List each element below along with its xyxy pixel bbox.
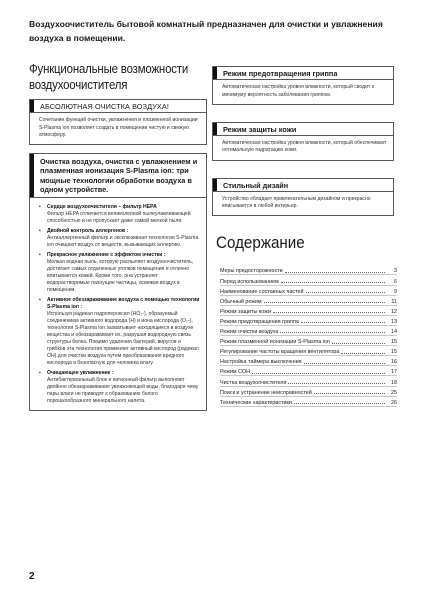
- feature-text: Используя радикал гидропероксил (HO₂-), образуемый соединением активного водорода (H) и иона кислорода (O₂-), технология S-Plasma ion захватывает находящиеся в воздухе вещества и обеззараживает их, разрушая водородную связь структуры белка. Помимо удаления бактерий, вирусов и грибков эта технология применяет активный кислород (радикал OH) для очистки воздуха путем преобразования вредного кислорода в безопасную для человека влагу.: [47, 310, 199, 366]
- design-box: [212, 178, 394, 217]
- absolute-cleaning-title: АБСОЛЮТНАЯ ОЧИСТКА ВОЗДУХА!: [30, 100, 206, 112]
- toc-row[interactable]: [220, 265, 397, 275]
- flu-mode-text: Автоматическая настройка уровня влажности, который сводит к минимуму вероятность заболевания гриппом.: [222, 84, 374, 98]
- feature-title: ▪ Двойной контроль аллергенов :: [47, 227, 129, 234]
- toc-row-label: Режим очистки воздуха: [220, 329, 279, 336]
- design-title: Стильный дизайн: [213, 179, 393, 191]
- skin-mode-text: Автоматическая настройка уровня влажности, который обеспечивает оптимальную гидратацию кожи.: [222, 140, 387, 154]
- toc-row[interactable]: [220, 306, 397, 316]
- toc-row-label: Поиск и устранение неисправностей: [220, 389, 312, 396]
- toc-row-page: 15: [391, 349, 397, 356]
- feature-item-cleaning-humidify: [39, 370, 200, 405]
- toc-row-page: 25: [391, 389, 397, 396]
- toc-row-page: 3: [394, 268, 397, 275]
- feature-item-allergen: [39, 228, 200, 249]
- features-title-line2: воздухоочистителя: [29, 77, 128, 92]
- toc-row[interactable]: [220, 387, 397, 397]
- toc-row-leader: [341, 353, 385, 354]
- features-title: [29, 61, 207, 93]
- toc-row-label: Обычный режим: [220, 298, 262, 305]
- toc-row[interactable]: [220, 316, 397, 326]
- toc-row[interactable]: [220, 366, 397, 376]
- toc-row-page: 26: [391, 399, 397, 406]
- toc-row[interactable]: [220, 346, 397, 356]
- flu-mode-title: Режим предотвращения гриппа: [213, 67, 393, 79]
- toc-row-leader: [294, 403, 385, 404]
- feature-text: Мелкая водная пыль, которую распыляет воздухоочиститель, достигает самых отдаленных уголков помещения и отлично впитывается кожей. Кроме того, она устраняет водорастворимые пахнущие частицы, освежая воздух в помещении.: [47, 258, 194, 293]
- toc-row-leader: [252, 373, 385, 374]
- toc-row-label: Меры предосторожности: [220, 268, 283, 275]
- feature-item-plasma: [39, 297, 200, 367]
- toc-row-page: 13: [391, 318, 397, 325]
- toc-row-label: Перед использованием: [220, 278, 279, 285]
- skin-mode-title: Режим защиты кожи: [213, 123, 393, 135]
- toc-row-label: Режим предотвращения гриппа: [220, 318, 299, 325]
- toc-row-leader: [288, 383, 385, 384]
- toc-row-leader: [264, 302, 385, 303]
- toc-row[interactable]: [220, 356, 397, 366]
- feature-title: ▪ Прекрасное увлажнение с эффектом очистки :: [47, 251, 166, 258]
- toc-row-label: Технические характеристики: [220, 399, 292, 406]
- toc-row[interactable]: [220, 326, 397, 336]
- toc-row-page: 12: [391, 308, 397, 315]
- toc-row[interactable]: [220, 376, 397, 386]
- toc-row-page: 18: [391, 379, 397, 386]
- feature-item-humidify: [39, 252, 200, 294]
- toc-row[interactable]: [220, 275, 397, 285]
- toc-row-label: Режим СОН: [220, 369, 250, 376]
- intro-text: Воздухоочиститель бытовой комнатный предназначен для очистки и увлажнения воздуха в помещении.: [29, 19, 383, 43]
- toc-row[interactable]: [220, 397, 397, 407]
- features-column: [29, 61, 207, 411]
- purification-title: Очистка воздуха, очистка с увлажнением и плазменная ионизация S-Plasma ion: три мощные технологии обработки воздуха в одном устройстве.: [30, 154, 206, 197]
- toc-row[interactable]: [220, 336, 397, 346]
- toc-row-page: 15: [391, 339, 397, 346]
- skin-mode-box: [212, 122, 394, 161]
- toc-row-leader: [332, 343, 385, 344]
- purification-box: [29, 153, 207, 411]
- toc-row-leader: [281, 282, 385, 283]
- toc-title: Содержание: [216, 234, 305, 253]
- toc-row-label: Настройка таймера выключения: [220, 359, 302, 366]
- feature-title: ▪ Очищающее увлажнение :: [47, 369, 114, 376]
- toc-row-leader: [306, 292, 385, 293]
- toc-row[interactable]: [220, 286, 397, 296]
- toc-row-leader: [301, 322, 385, 323]
- toc-row-leader: [314, 393, 385, 394]
- design-text: Устройство обладает привлекательным дизайном и прекрасно вписывается в любой интерьер.: [222, 195, 371, 210]
- toc-row[interactable]: [220, 296, 397, 306]
- toc-row-page: 9: [394, 288, 397, 295]
- flu-mode-box: [212, 66, 394, 105]
- toc-row-page: 6: [394, 278, 397, 285]
- toc-row-label: Чистка воздухоочистителя: [220, 379, 287, 386]
- toc-row-leader: [273, 312, 385, 313]
- feature-title: ▪ Активное обеззараживание воздуха с помощью технологии S-Plasma ion :: [47, 296, 200, 310]
- toc-row-page: 16: [391, 359, 397, 366]
- absolute-cleaning-box: [29, 99, 207, 145]
- page-number: 2: [29, 571, 35, 582]
- right-column: [212, 66, 397, 407]
- feature-text: Антиаллергенный фильтр и эксклюзивная технология S-Plasma ion очищают воздух от веществ, вызывающих аллергию.: [47, 234, 199, 248]
- toc-row-label: Режим защиты кожи: [220, 308, 271, 315]
- toc-row-label: Наименование составных частей: [220, 288, 304, 295]
- toc-row-page: 17: [391, 369, 397, 376]
- toc-row-label: Регулирование частоты вращения вентилятора: [220, 349, 340, 356]
- toc-row-page: 11: [391, 298, 397, 305]
- toc-row-leader: [280, 332, 385, 333]
- toc-row-leader: [304, 363, 385, 364]
- absolute-cleaning-text: Сочетание функций очистки, увлажнения и плазменной ионизации S-Plasma ion позволяет создать в помещении чистую и свежую атмосферу.: [39, 117, 198, 138]
- toc-row-label: Режим плазменной ионизации S-Plasma ion: [220, 339, 330, 346]
- toc-row-page: 14: [391, 329, 397, 336]
- features-title-line1: Функциональные возможности: [29, 61, 189, 76]
- feature-title: ▪ Сердце воздухоочистителя – фильтр HEPA: [47, 203, 157, 210]
- feature-text: Антибактериальный блок и катионный фильтр выполняют двойное обеззараживание увлажняющей воды, благодаря чему пары влаги не приводят к образованию белого порошкообразного минерального налета.: [47, 376, 199, 404]
- feature-item-hepa: [39, 204, 200, 225]
- feature-list: [30, 198, 206, 410]
- toc-row-leader: [285, 272, 385, 273]
- toc-list: [220, 265, 397, 406]
- feature-text: Фильтр HEPA отличается великолепной пылеулавливающей способностью и не пропускает даже самой мелкой пыли.: [47, 210, 191, 224]
